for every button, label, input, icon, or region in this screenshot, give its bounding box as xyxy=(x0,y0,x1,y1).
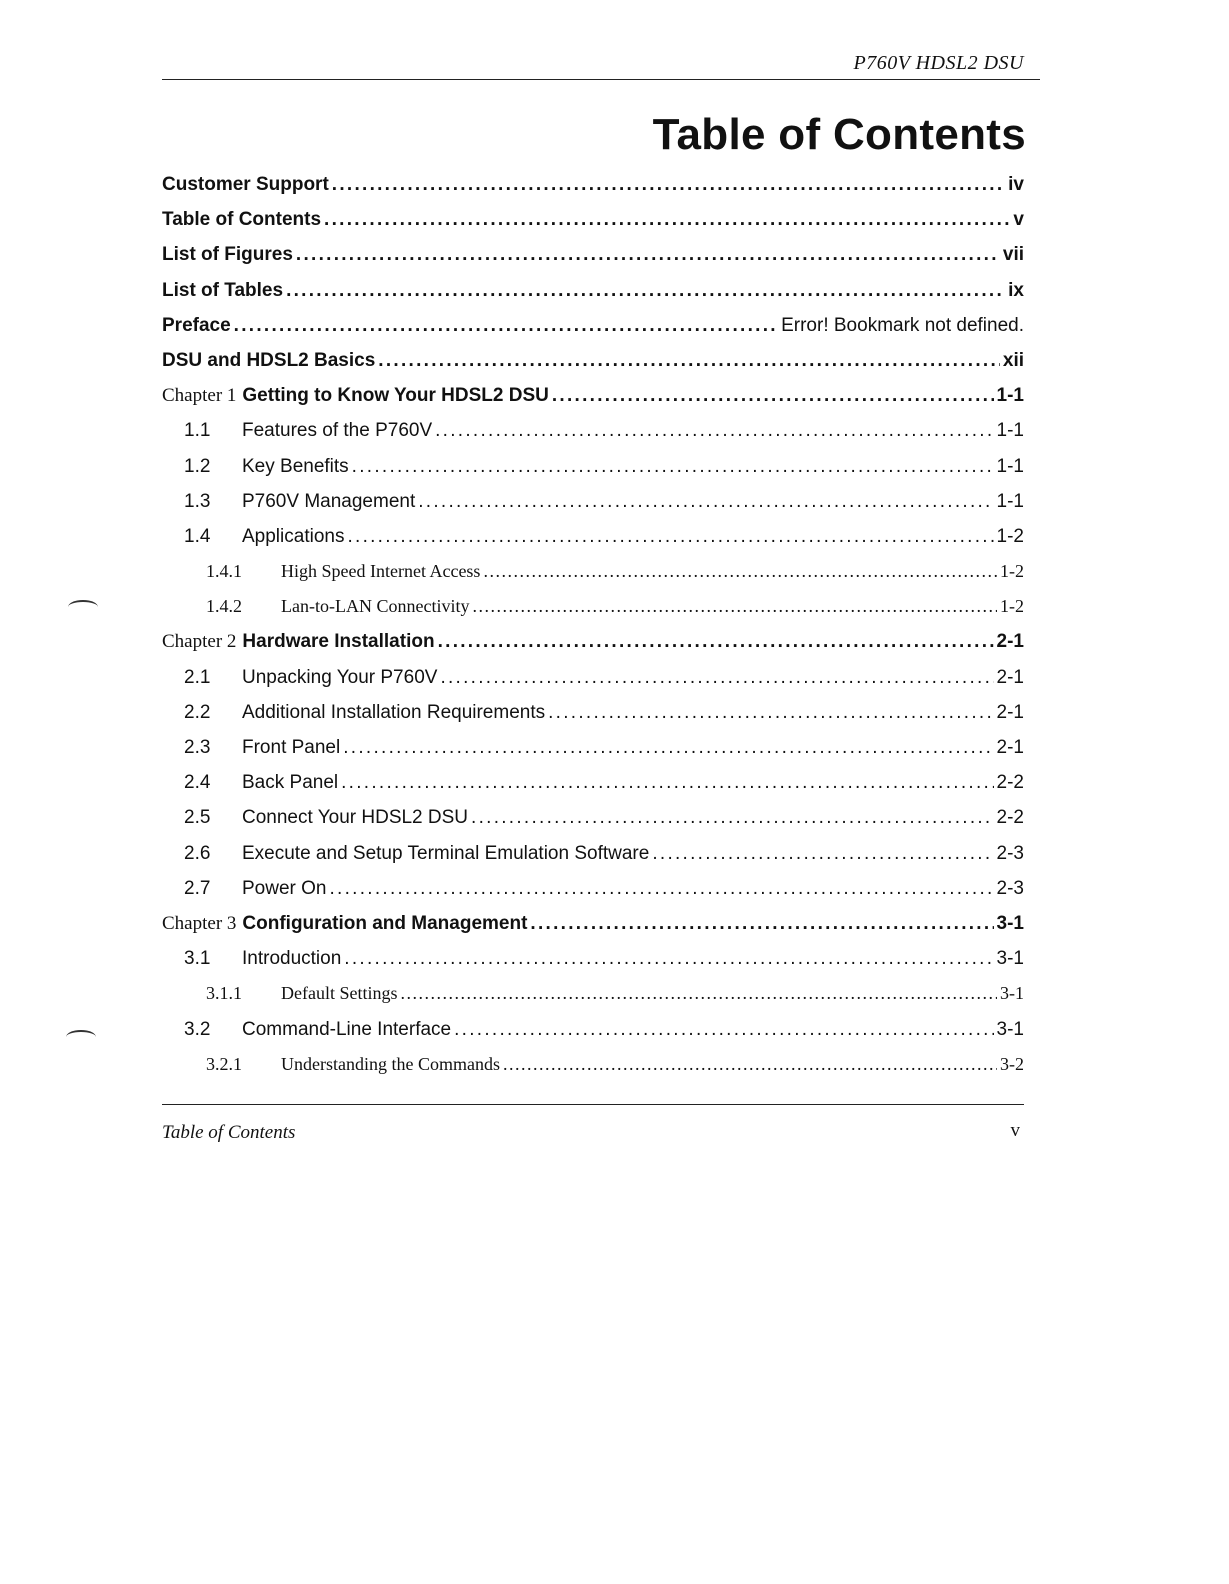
toc-dot-leader xyxy=(503,1054,997,1075)
toc-page-number: 2-3 xyxy=(996,877,1024,899)
toc-entry-label: Power On xyxy=(242,877,327,899)
toc-entry[interactable] xyxy=(162,807,1024,842)
toc-entry-label: List of Tables xyxy=(162,279,284,301)
toc-entry-label: Connect Your HDSL2 DSU xyxy=(242,807,469,829)
toc-dot-leader xyxy=(483,561,997,582)
toc-entry-label: High Speed Internet Access xyxy=(281,561,481,582)
toc-entry[interactable] xyxy=(162,631,1024,666)
toc-page-number: iv xyxy=(1008,174,1024,195)
binding-hole-mark xyxy=(68,600,98,614)
toc-entry[interactable] xyxy=(162,315,1024,350)
toc-entry[interactable] xyxy=(162,456,1024,491)
table-of-contents xyxy=(162,174,1024,1089)
toc-dot-leader xyxy=(332,174,1005,196)
toc-section-number: 1.4.2 xyxy=(206,596,242,617)
toc-entry-label: List of Figures xyxy=(162,244,293,266)
toc-entry[interactable] xyxy=(162,878,1024,913)
toc-entry[interactable] xyxy=(162,1019,1024,1054)
toc-page-number: xii xyxy=(1002,349,1024,371)
toc-dot-leader xyxy=(552,385,994,407)
toc-section-number: 2.3 xyxy=(184,737,211,758)
toc-page-number: 2-1 xyxy=(996,631,1024,653)
toc-entry[interactable] xyxy=(162,280,1024,315)
toc-entry[interactable] xyxy=(162,596,1024,631)
toc-page-number: 2-3 xyxy=(996,842,1024,864)
toc-entry[interactable] xyxy=(162,420,1024,455)
toc-page-number: 2-1 xyxy=(996,737,1024,758)
toc-chapter-prefix: Chapter 1 xyxy=(162,385,237,407)
toc-dot-leader xyxy=(454,1019,993,1041)
toc-entry-label: Preface xyxy=(162,314,231,336)
toc-page-number: 1-2 xyxy=(996,525,1024,547)
footer-section-title: Table of Contents xyxy=(162,1122,296,1143)
toc-dot-leader xyxy=(418,491,993,513)
toc-entry-label: Default Settings xyxy=(281,983,398,1004)
toc-dot-leader xyxy=(378,350,1000,372)
toc-chapter-prefix: Chapter 3 xyxy=(162,912,237,934)
toc-dot-leader xyxy=(347,526,993,548)
toc-page-number: vii xyxy=(1002,244,1024,266)
toc-dot-leader xyxy=(548,702,993,724)
toc-entry-label: Execute and Setup Terminal Emulation Software xyxy=(242,842,650,864)
toc-entry[interactable] xyxy=(162,491,1024,526)
toc-dot-leader xyxy=(344,948,993,970)
toc-entry-label: Front Panel xyxy=(242,737,341,758)
toc-section-number: 2.4 xyxy=(184,772,211,794)
toc-entry-label: Hardware Installation xyxy=(242,631,435,653)
toc-page-number: 1-1 xyxy=(996,420,1024,442)
toc-entry[interactable] xyxy=(162,983,1024,1018)
toc-page-number: 1-2 xyxy=(1000,596,1024,617)
toc-entry[interactable] xyxy=(162,385,1024,420)
toc-section-number: 3.2.1 xyxy=(206,1053,242,1074)
binding-hole-mark xyxy=(66,1030,96,1044)
toc-entry-label: Configuration and Management xyxy=(242,912,528,934)
toc-page-number: 2-2 xyxy=(996,807,1024,829)
toc-entry[interactable] xyxy=(162,843,1024,878)
toc-section-number: 3.1.1 xyxy=(206,983,242,1004)
toc-section-number: 2.5 xyxy=(184,807,211,829)
toc-entry-label: Getting to Know Your HDSL2 DSU xyxy=(242,385,549,407)
toc-dot-leader xyxy=(438,631,994,653)
toc-page-number: 3-1 xyxy=(996,912,1024,934)
toc-dot-leader xyxy=(530,913,993,935)
toc-entry[interactable] xyxy=(162,913,1024,948)
toc-section-number: 1.1 xyxy=(184,420,211,442)
toc-entry[interactable] xyxy=(162,948,1024,983)
toc-page-number: 2-2 xyxy=(996,772,1024,794)
running-header: P760V HDSL2 DSU xyxy=(853,52,1024,74)
toc-section-number: 1.3 xyxy=(184,490,211,512)
toc-dot-leader xyxy=(343,737,993,759)
toc-page-number: 3-1 xyxy=(1000,983,1024,1004)
toc-entry[interactable] xyxy=(162,350,1024,385)
toc-page-number: 2-1 xyxy=(996,666,1024,688)
toc-entry[interactable] xyxy=(162,772,1024,807)
toc-entry-label: Unpacking Your P760V xyxy=(242,666,438,688)
footer-page-number: v xyxy=(1010,1120,1020,1141)
toc-section-number: 1.4.1 xyxy=(206,561,242,582)
toc-entry[interactable] xyxy=(162,526,1024,561)
toc-entry-label: Customer Support xyxy=(162,174,329,195)
toc-page-number: 2-1 xyxy=(996,701,1024,723)
toc-dot-leader xyxy=(341,772,993,794)
toc-dot-leader xyxy=(472,596,997,617)
toc-section-number: 2.6 xyxy=(184,842,211,864)
toc-page-number: Error! Bookmark not defined. xyxy=(781,314,1024,336)
toc-page-number: 3-2 xyxy=(1000,1053,1024,1074)
toc-section-number: 2.2 xyxy=(184,701,211,723)
toc-entry-label: P760V Management xyxy=(242,490,416,512)
toc-dot-leader xyxy=(652,843,993,865)
toc-entry[interactable] xyxy=(162,667,1024,702)
toc-page-number: 1-1 xyxy=(996,385,1024,407)
toc-dot-leader xyxy=(329,878,993,900)
footer-rule xyxy=(162,1104,1024,1105)
toc-entry-label: Additional Installation Requirements xyxy=(242,701,546,723)
toc-entry-label: Table of Contents xyxy=(162,209,322,231)
toc-entry[interactable] xyxy=(162,702,1024,737)
toc-section-number: 2.7 xyxy=(184,877,211,899)
toc-entry[interactable] xyxy=(162,737,1024,772)
toc-dot-leader xyxy=(286,280,1005,302)
toc-dot-leader xyxy=(234,315,778,337)
toc-page-number: 3-1 xyxy=(996,948,1024,970)
toc-entry[interactable] xyxy=(162,244,1024,279)
toc-page-number: 1-1 xyxy=(996,490,1024,512)
toc-section-number: 3.2 xyxy=(184,1018,211,1040)
toc-page-number: ix xyxy=(1008,279,1024,301)
toc-section-number: 1.2 xyxy=(184,455,211,477)
toc-dot-leader xyxy=(324,209,1010,231)
toc-page-number: 1-1 xyxy=(996,455,1024,477)
toc-entry[interactable] xyxy=(162,1054,1024,1089)
toc-dot-leader xyxy=(296,244,1000,266)
toc-dot-leader xyxy=(400,983,997,1004)
toc-dot-leader xyxy=(435,420,993,442)
toc-entry-label: Introduction xyxy=(242,948,342,970)
toc-entry-label: Understanding the Commands xyxy=(281,1053,500,1074)
toc-section-number: 3.1 xyxy=(184,948,211,970)
toc-chapter-prefix: Chapter 2 xyxy=(162,631,237,653)
toc-dot-leader xyxy=(440,667,993,689)
toc-entry-label: Key Benefits xyxy=(242,455,349,477)
toc-entry[interactable] xyxy=(162,209,1024,244)
header-rule xyxy=(162,79,1040,80)
toc-entry-label: Command-Line Interface xyxy=(242,1018,452,1040)
toc-page-number: 3-1 xyxy=(996,1018,1024,1040)
toc-entry-label: Back Panel xyxy=(242,772,339,794)
toc-entry-label: Features of the P760V xyxy=(242,420,433,442)
toc-entry[interactable] xyxy=(162,174,1024,209)
toc-section-number: 2.1 xyxy=(184,666,211,688)
toc-entry-label: DSU and HDSL2 Basics xyxy=(162,349,376,371)
toc-entry[interactable] xyxy=(162,561,1024,596)
toc-page-number: 1-2 xyxy=(1000,561,1024,582)
toc-dot-leader xyxy=(352,456,994,478)
toc-section-number: 1.4 xyxy=(184,525,211,547)
toc-page-number: v xyxy=(1013,209,1024,231)
toc-dot-leader xyxy=(471,807,994,829)
page-title: Table of Contents xyxy=(652,110,1026,159)
toc-entry-label: Applications xyxy=(242,525,345,547)
toc-entry-label: Lan-to-LAN Connectivity xyxy=(281,596,470,617)
